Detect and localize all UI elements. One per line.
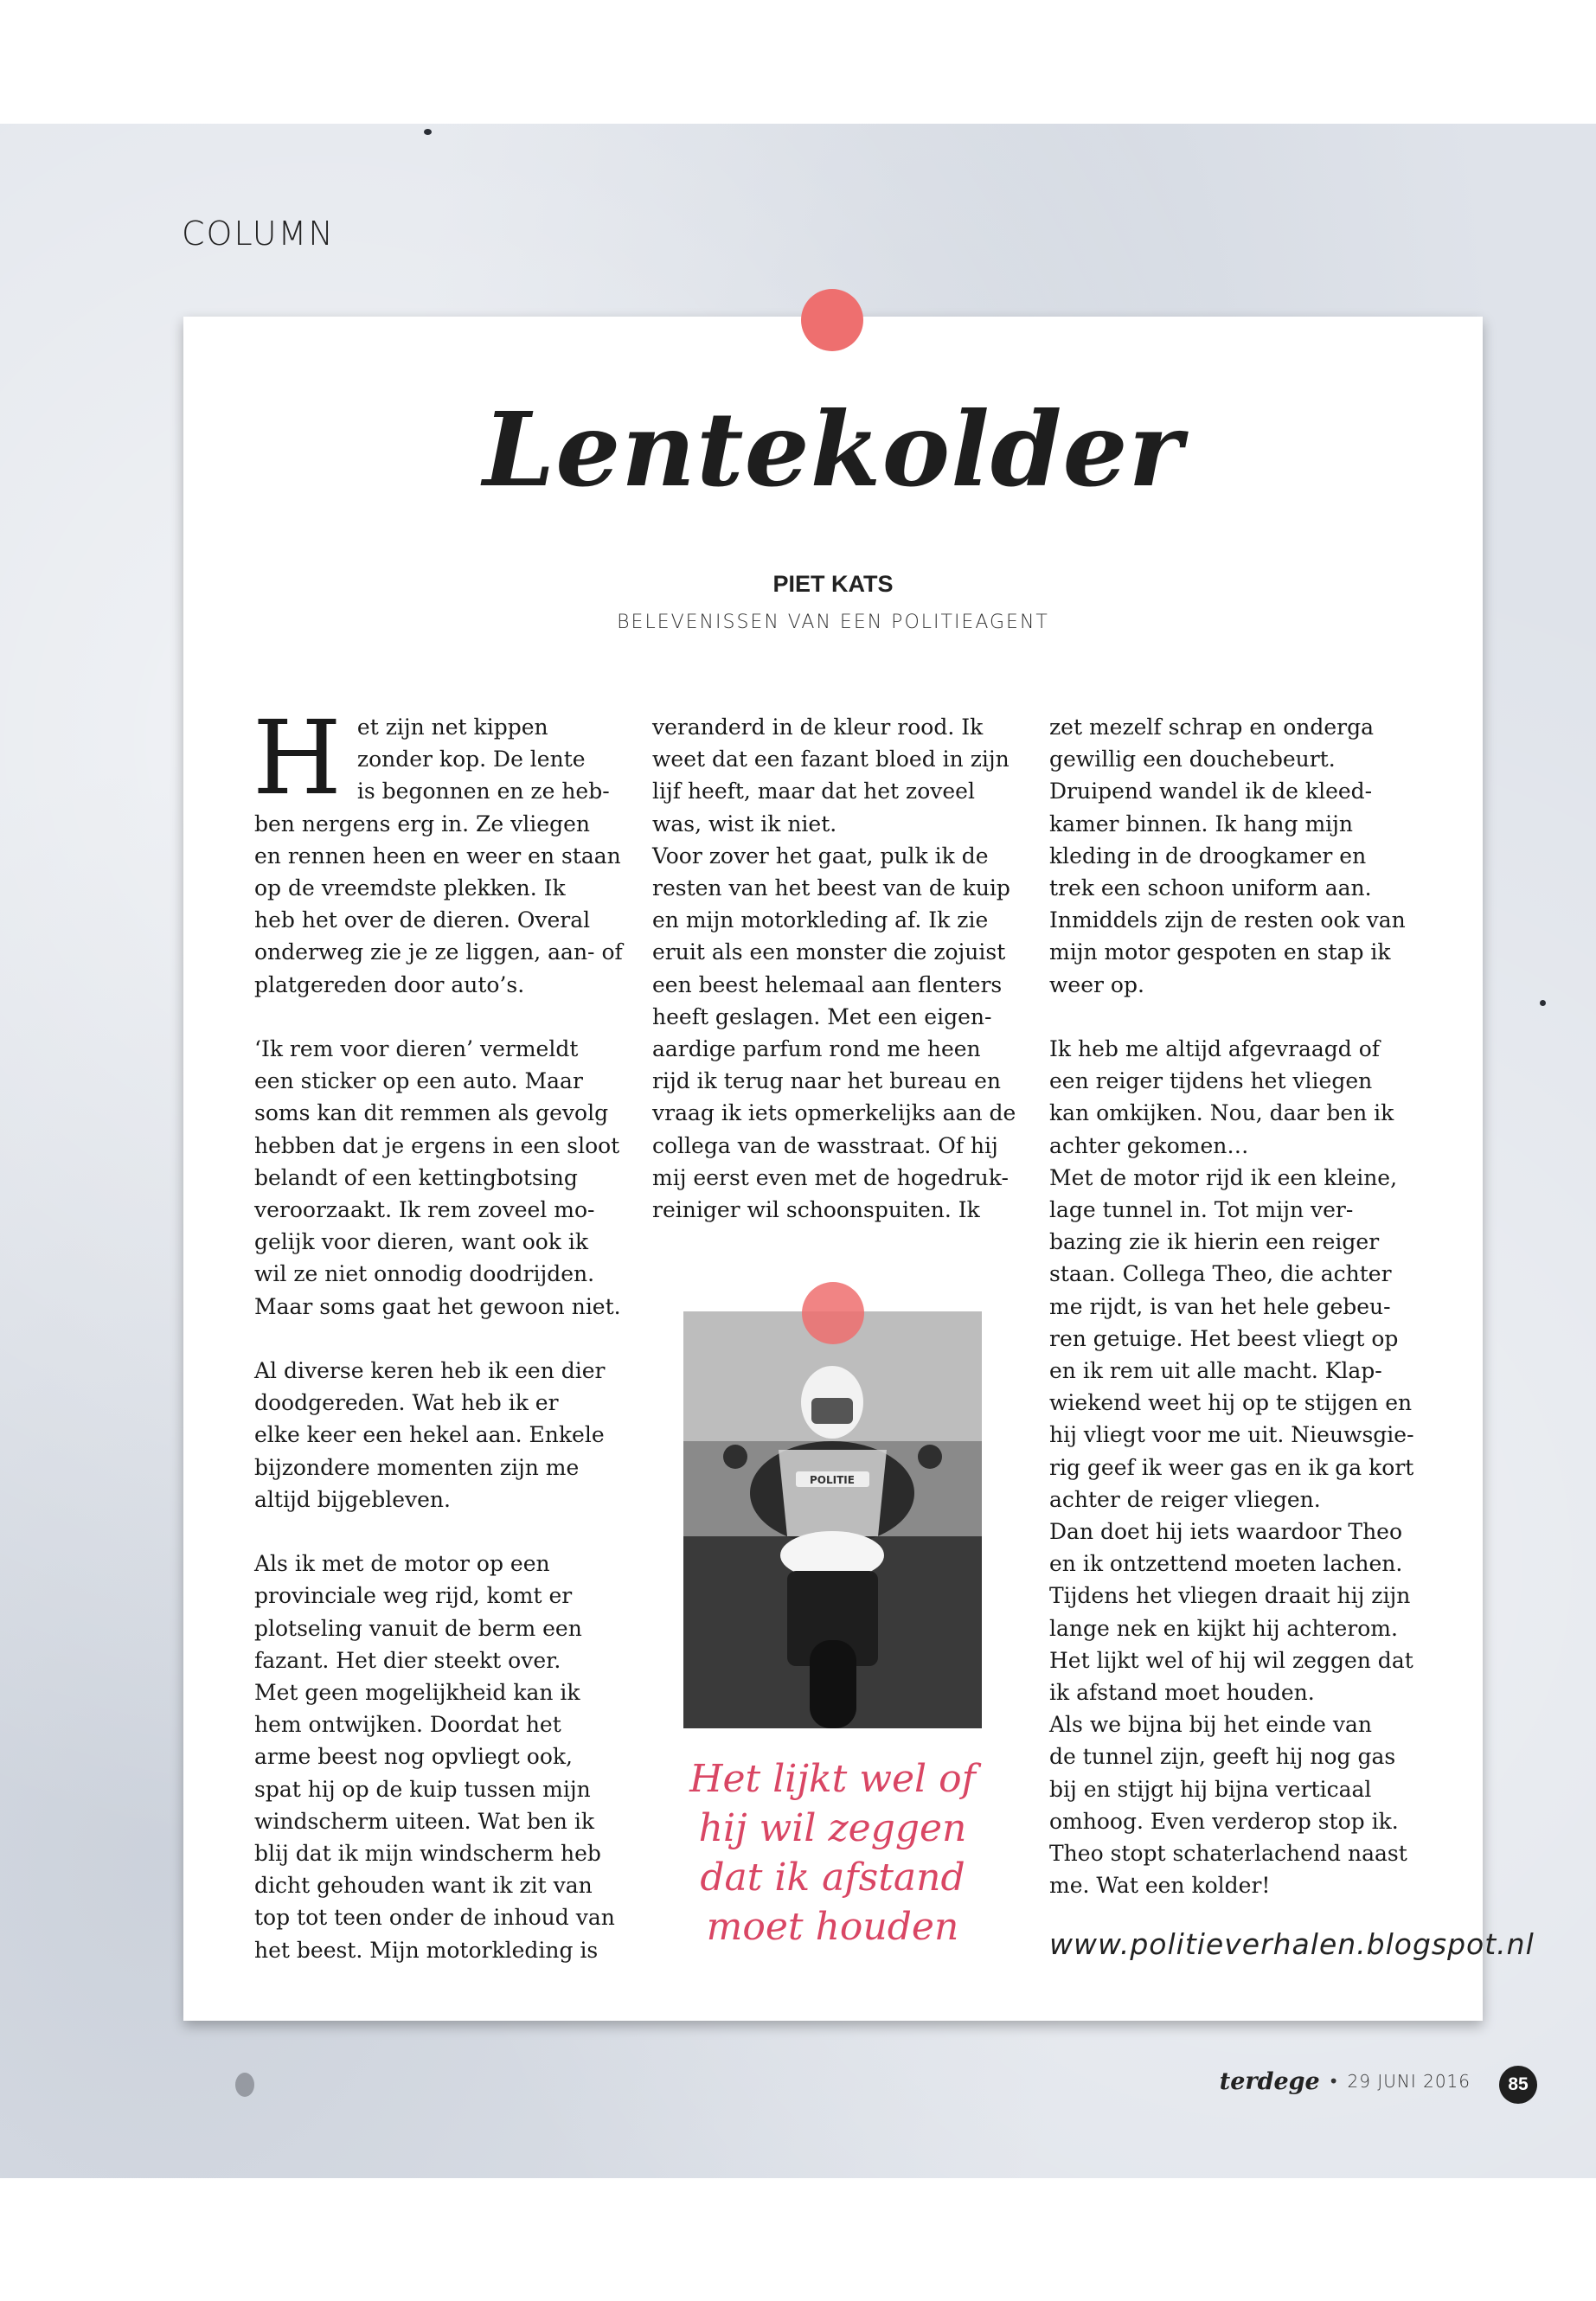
text-column-3: [1049, 711, 1421, 1902]
photo-illustration: [683, 1311, 982, 1728]
ink-speck: [1540, 1000, 1546, 1006]
text-column-1: [253, 698, 623, 1998]
ink-speck: [235, 2073, 254, 2097]
issue-date: 29 JUNI 2016: [1347, 2071, 1471, 2092]
blog-link[interactable]: www.politieverhalen.blogspot.nl: [1049, 1927, 1535, 1961]
page-footer: [1185, 2064, 1471, 2099]
paragraph: Dan doet hij iets waardoor Theo en ik ontzettend moeten lachen. Tijdens het vliegen draait hij zijn lange nek en kijkt hij achterom. Het lijkt wel of hij wil zeggen dat ik afstand moet houden.: [1049, 1519, 1413, 1706]
magazine-name: terdege: [1219, 2067, 1320, 2095]
column-subtitle: BELEVENISSEN VAN EEN POLITIEAGENT: [617, 612, 1049, 633]
paragraph: ‘Ik rem voor dieren’ vermeldt een sticker op een auto. Maar soms kan dit remmen als gevolg hebben dat je ergens in een sloot belandt of een kettingbotsing veroorzaakt. Ik rem zoveel mo- gelijk voor dieren, want ook ik wil ze niet onnodig doodrijden. Maar soms gaat het gewoon niet.: [254, 1036, 621, 1319]
paragraph: Ik heb me altijd afgevraagd of een reiger tijdens het vliegen kan omkijken. Nou, daar ben ik achter gekomen…: [1049, 1036, 1394, 1158]
text-line: et zijn net kippen: [356, 715, 548, 740]
paragraph: Voor zover het gaat, pulk ik de resten van het beest van de kuip en mijn motorkleding af. Ik zie eruit als een monster die zojuist een beest helemaal aan flenters heeft geslagen. Met een eigen- aardige parfum rond me heen rijd ik terug naar het bureau en vraag ik iets opmerkelijks aan de collega van de wasstraat. Of hij mij eerst even met de hogedruk- reiniger wil schoonspuiten. Ik: [652, 843, 1016, 1223]
ink-speck: [424, 129, 432, 135]
drop-cap: H: [253, 698, 342, 817]
windscreen-label: POLITIE: [810, 1474, 855, 1486]
pin-icon: [802, 1282, 864, 1344]
paragraph: Als we bijna bij het einde van de tunnel zijn, geeft hij nog gas bij en stijgt hij bijna verticaal omhoog. Even verderop stop ik. Theo stopt schaterlachend naast me. Wat een kolder!: [1049, 1712, 1407, 1899]
text-line: is begonnen en ze heb-: [356, 779, 610, 804]
text-line: zonder kop. De lente: [356, 747, 586, 772]
motorcycle-officer-photo: [683, 1311, 982, 1728]
section-label: COLUMN: [182, 215, 335, 253]
pin-icon: [801, 289, 863, 351]
paragraph: Al diverse keren heb ik een dier doodgereden. Wat heb ik er elke keer een hekel aan. Enkele bijzondere momenten zijn me altijd bijgebleven.: [254, 1358, 606, 1512]
text-column-2: [652, 711, 1016, 1226]
paragraph: Als ik met de motor op een provinciale weg rijd, komt er plotseling vanuit de berm een fazant. Het dier steekt over. Met geen mogelijkheid kan ik hem ontwijken. Doordat het arme beest nog opvliegt ook, spat hij op de kuip tussen mijn windscherm uiteen. Wat ben ik blij dat ik mijn windscherm heb dicht gehouden want ik zit van top tot teen onder de inhoud van het beest. Mijn motorkleding is: [254, 1551, 615, 1963]
paragraph: veranderd in de kleur rood. Ik weet dat een fazant bloed in zijn lijf heeft, maar dat het zoveel was, wist ik niet.: [652, 715, 1010, 836]
pull-quote: Het lijkt wel of hij wil zeggen dat ik afstand moet houden: [689, 1757, 976, 1949]
paragraph: ben nergens erg in. Ze vliegen en rennen heen en weer en staan op de vreemdste plekken. Ik heb het over de dieren. Overal onderweg zie je ze liggen, aan- of platgereden door auto’s.: [254, 811, 623, 997]
paragraph: Met de motor rijd ik een kleine, lage tunnel in. Tot mijn ver- bazing zie ik hierin een reiger staan. Collega Theo, die achter me rijdt, is van het hele gebeu- ren getuige. Het beest vliegt op en ik rem uit alle macht. Klap- wiekend weet hij op te stijgen en hij vliegt voor me uit. Nieuwsgie- rig geef ik weer gas en ik ga kort achter de reiger vliegen.: [1049, 1164, 1414, 1512]
page-number: 85: [1499, 2066, 1537, 2104]
paragraph: zet mezelf schrap en onderga gewillig een douchebeurt. Druipend wandel ik de kleed- kamer binnen. Ik hang mijn kleding in de droogkamer en trek een schoon uniform aan. Inmiddels zijn de resten ook van mijn motor gespoten en stap ik weer op.: [1049, 715, 1406, 997]
separator-bullet: •: [1328, 2071, 1339, 2092]
author-name: PIET KATS: [772, 571, 894, 597]
article-title: Lentekolder: [483, 389, 1183, 510]
